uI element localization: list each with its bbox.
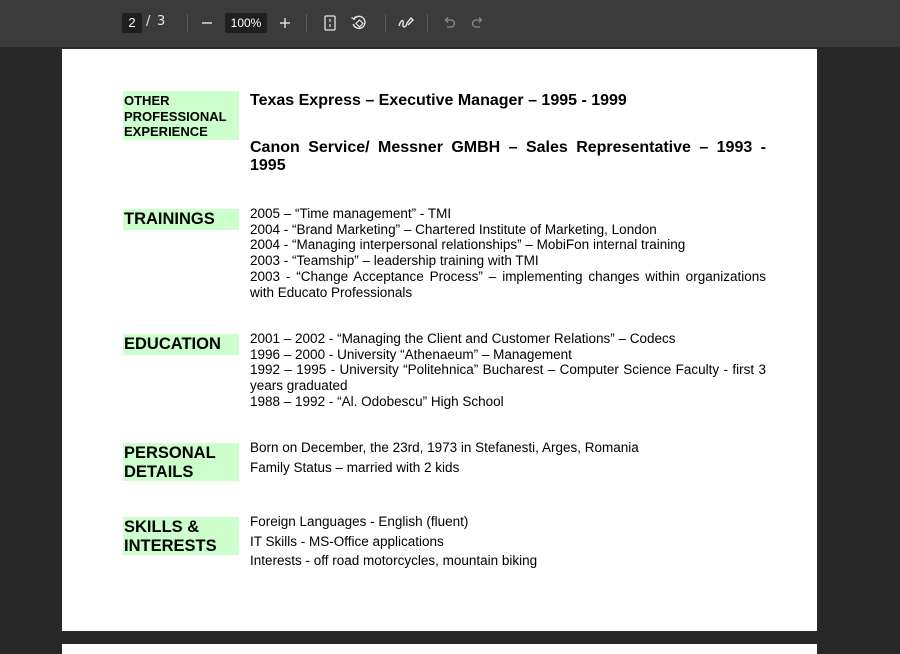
draw-button[interactable] — [395, 12, 417, 34]
page-separator: / — [146, 14, 151, 29]
section-label-other-experience — [123, 91, 239, 140]
education-list — [250, 331, 766, 410]
next-pdf-page — [62, 644, 817, 654]
total-pages: 3 — [157, 14, 166, 29]
list-item: Born on December, the 23rd, 1973 in Stefanesti, Arges, Romania — [250, 440, 639, 455]
trainings-list — [250, 206, 766, 300]
list-item: 2003 - “Teamship” – leadership training with TMI — [250, 253, 539, 269]
personal-details — [250, 438, 766, 477]
plus-icon — [279, 17, 291, 29]
list-item: 2004 - “Managing interpersonal relationships” – MobiFon internal training — [250, 237, 686, 253]
undo-icon — [442, 16, 456, 30]
section-label-skills-interests — [123, 517, 239, 555]
list-item: 2004 - “Brand Marketing” – Chartered Institute of Marketing, London — [250, 221, 657, 237]
toolbar-divider — [385, 14, 386, 32]
label-line: EDUCATION — [124, 335, 221, 353]
job-title: Canon Service/ Messner GMBH – Sales Representative – 1993 - — [250, 139, 766, 156]
list-item: 2001 – 2002 - “Managing the Client and Customer Relations” – Codecs — [250, 331, 676, 346]
skills-list — [250, 512, 766, 571]
minus-icon — [201, 17, 213, 29]
zoom-in-button[interactable] — [274, 12, 296, 34]
toolbar-divider — [427, 14, 428, 32]
toolbar-divider — [187, 14, 188, 32]
list-item: Foreign Languages - English (fluent) — [250, 514, 469, 529]
list-item: 1988 – 1992 - “Al. Odobescu” High School — [250, 393, 504, 409]
rotate-button[interactable] — [348, 12, 370, 34]
list-item: 1996 – 2000 - University “Athenaeum” – Management — [250, 346, 572, 362]
list-item: IT Skills - MS-Office applications — [250, 533, 444, 549]
list-item: years graduated — [250, 378, 348, 394]
label-line: OTHER — [124, 93, 170, 108]
zoom-level-input[interactable]: 100% — [225, 13, 267, 33]
draw-icon — [397, 15, 415, 31]
label-line: PERSONAL — [124, 444, 216, 462]
redo-button[interactable] — [467, 12, 489, 34]
pdf-page — [62, 49, 817, 631]
list-item: Interests - off road motorcycles, mountain biking — [250, 553, 538, 568]
label-line: TRAININGS — [124, 210, 215, 228]
document-viewer[interactable] — [0, 48, 900, 647]
rotate-icon — [350, 14, 368, 32]
section-label-education — [123, 334, 239, 355]
list-item: with Educato Professionals — [250, 284, 413, 300]
job-title: 1995 — [250, 157, 286, 174]
list-item: 1992 – 1995 - University “Politehnica” Bucharest – Computer Science Faculty - first 3 — [250, 362, 766, 378]
job-title: Texas Express – Executive Manager – 1995 - 1999 — [250, 92, 627, 109]
list-item: 2003 - “Change Acceptance Process” – implementing changes within organizations — [250, 268, 766, 284]
job-entry — [250, 139, 766, 175]
list-item: Family Status – married with 2 kids — [250, 459, 460, 475]
page-number-input[interactable]: 2 — [122, 13, 142, 33]
fit-page-button[interactable] — [319, 12, 341, 34]
fit-page-icon — [324, 15, 336, 31]
pdf-toolbar — [0, 0, 900, 48]
list-item: 2005 – “Time management” - TMI — [250, 206, 452, 221]
label-line: DETAILS — [124, 462, 194, 481]
zoom-out-button[interactable] — [196, 12, 218, 34]
label-line: SKILLS & — [124, 518, 200, 536]
label-line: INTERESTS — [124, 536, 217, 555]
undo-button[interactable] — [438, 12, 460, 34]
redo-icon — [471, 16, 485, 30]
label-line: PROFESSIONAL — [124, 108, 227, 124]
job-entry — [250, 92, 766, 110]
label-line: EXPERIENCE — [124, 124, 208, 139]
toolbar-divider — [306, 14, 307, 32]
section-label-personal-details — [123, 443, 239, 481]
section-label-trainings — [123, 209, 239, 230]
